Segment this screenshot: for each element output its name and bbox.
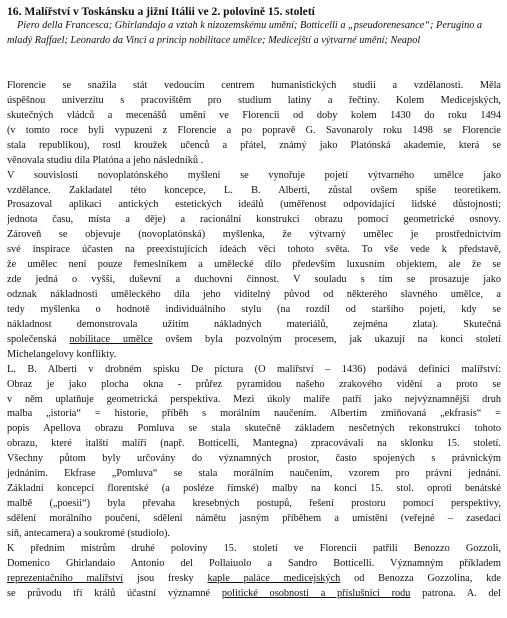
- text-line: [7, 481, 501, 496]
- text-segment: že umělec není pouze řemeslníkem a umělecké dílo především luxusním objektem, ale že se: [7, 259, 501, 271]
- text-segment: stala republikou), rostl kroužek učenců a přátel, známý jako Platónská akademie, která se: [7, 139, 501, 151]
- text-line: [7, 287, 501, 302]
- text-line: [7, 496, 501, 511]
- text-segment: jednáním. Ekfrase „Pomluva“ se stala morálním naučením, vzorem pro právní jednání.: [7, 468, 501, 480]
- text-line: [7, 571, 501, 586]
- underlined-text: kaple paláce medicejských: [207, 572, 341, 584]
- text-segment: úspěšnou univerzitu s pracovištěm pro studium latiny a řečtiny. Kolem Medicejských,: [7, 94, 501, 106]
- text-segment: se průvodu tří králů účastní významné: [7, 587, 222, 599]
- text-segment: nákladnost demonstrovala užitím nákladných materiálů, zejména zlata). Skutečná: [7, 318, 501, 330]
- text-line: [7, 302, 501, 317]
- text-segment: odznak nákladnosti uměleckého díla jeho viditelný původ od některého slavného umělce, a: [7, 289, 501, 301]
- text-line: [7, 511, 501, 526]
- text-segment: malba „istoria“ = historie, příběh s morálním naučením. Albertim zmiňovaná „ekfrasis“ =: [7, 408, 501, 420]
- text-line: [7, 436, 501, 451]
- text-line: [7, 586, 501, 601]
- text-segment: K předním mistrům druhé poloviny 15. století ve Florencii patřili Benozzo Gozzoli,: [7, 542, 501, 554]
- text-segment: sdělení morálního poučení, sdělení námětu jasným příběhem a umístění (veřejné – zasedací: [7, 512, 501, 524]
- text-line: [7, 347, 501, 362]
- text-segment: L. B. Alberti v drobném spisku De pictura (O malířství – 1436) podává definici malířství:: [7, 363, 501, 375]
- text-line: [7, 197, 501, 212]
- text-segment: v něm uplatňuje geometrická perspektiva. Mezi úkoly malíře patří jako nejvýznamnější druh: [7, 393, 501, 405]
- text-line: [7, 556, 501, 571]
- text-line: [7, 212, 501, 227]
- text-line: [7, 377, 501, 392]
- text-segment: Všechny půtom byly určovány do významných prostor, často spojených s právnickým: [7, 453, 501, 465]
- text-segment: Prosazoval aplikaci antických estetických ideálů (uměřenost odpovídající lidské důstojnosti;: [7, 199, 501, 211]
- text-segment: jsou fresky: [123, 572, 208, 584]
- text-segment: věnovala studiu díla Platóna a jeho následníků .: [7, 154, 204, 166]
- text-line: [7, 242, 501, 257]
- text-line: [7, 168, 501, 183]
- text-line: [7, 93, 501, 108]
- text-line: [7, 526, 501, 541]
- underlined-text: reprezentačního malířství: [7, 572, 124, 584]
- text-segment: od Benozza Gozzolina, kde: [340, 572, 501, 584]
- text-line: [7, 466, 501, 481]
- text-line: [7, 332, 501, 347]
- underlined-text: politické osobnosti a příslušníci rodu: [221, 587, 411, 599]
- text-segment: Základní koncepcí florentské (a posléze římské) malby na konci 15. stol. oproti benátské: [7, 483, 501, 495]
- text-line: [7, 227, 501, 242]
- topic-text: Piero della Francesca; Ghirlandajo a vztah k nizozemskému umění; Botticelli a „pseudorenesance“; Perugino a mladý Raffael; Leonardo da Vinci a princip nobilitace umělce; Medicejští a výtvarné umění; Neapol: [7, 20, 483, 46]
- text-segment: síň, antecamera) a soukromé (studiolo).: [7, 527, 170, 539]
- text-line: [7, 541, 501, 556]
- text-line: [7, 451, 501, 466]
- text-segment: skutečných vládců a mecenášů umění ve Florencii od doby kolem 1430 do roku 1494: [7, 109, 501, 121]
- text-segment: Obraz je jako plocha okna - průřez pyramidou našeho zrakového vidění a proto se: [7, 378, 501, 390]
- text-segment: Florencie se snažila stát vedoucím centrem humanistických studií a vzdělanosti. Měla: [7, 80, 501, 91]
- text-line: [7, 123, 501, 138]
- text-line: [7, 257, 501, 272]
- text-segment: společenská: [7, 333, 70, 345]
- text-segment: obrazu, které italští malíři (např. Botticelli, Mantegna) zpracovávali na sklonku 15. století.: [7, 438, 501, 450]
- text-line: [7, 362, 501, 377]
- text-line: [7, 272, 501, 287]
- underlined-text: nobilitace umělce: [69, 333, 153, 345]
- text-line: [7, 317, 501, 332]
- text-line: [7, 406, 501, 421]
- text-line: [7, 108, 501, 123]
- text-segment: Zároveň se objevuje (novoplatónská) myšlenka, že výtvarný umělec je prostředníctvím: [7, 229, 501, 241]
- text-segment: tedy myšlenka o hodnotě individuálního stylu (na rozdíl od staršího pojetí, kdy se: [7, 303, 501, 315]
- text-segment: Domenico Ghirlandaio Antonio del Pollaiuolo a Sandro Botticelli. Významným příkladem: [7, 557, 501, 569]
- text-segment: V souvislosti novoplatónského myšlení se vynořuje pojetí výtvarného umělce jako: [7, 169, 501, 181]
- text-line: [7, 78, 501, 93]
- text-segment: (v tomto roce byli vypuzeni z Florencie a po popravě G. Savonaroly roku 1498 se Florencie: [7, 124, 501, 136]
- text-line: [7, 153, 501, 168]
- text-line: [7, 183, 501, 198]
- text-line: [7, 421, 501, 436]
- topic-list: [7, 19, 501, 49]
- text-line: [7, 138, 501, 153]
- text-segment: zde jedná o vyšší, duševní a duchovní činnost. V souladu s tím se prosazuje jako: [7, 274, 501, 286]
- text-segment: patrona. A. del: [410, 587, 501, 599]
- text-segment: Michelangelovy konflikty.: [7, 348, 117, 360]
- text-segment: popis Apellova obrazu Pomluva se stala skutečně základem nesčetných rekonstrukcí tohoto: [7, 423, 501, 435]
- text-line: [7, 392, 501, 407]
- text-segment: vzdělance. Zakladatel této koncepce, L. B. Alberti, zůstal ovšem spíše teoretikem.: [7, 184, 501, 196]
- text-segment: jednota času, místa a děje) a racionální konstrukci obrazu pomocí geometrické osnovy.: [7, 214, 501, 226]
- text-segment: své inspirace účasten na preexistujících ideách věcí tohoto světa. To vše vede k představě,: [7, 244, 501, 256]
- section-heading: 16. Malířství v Toskánsku a jižní Itálii ve 2. polovině 15. století: [7, 5, 315, 18]
- text-segment: malbě („poesii“) byla převaha kresebných postupů, řešení prostoru pomocí perspektivy,: [7, 498, 501, 510]
- text-segment: ovšem byla pozvolným procesem, jak ukazují na konci století: [152, 333, 501, 345]
